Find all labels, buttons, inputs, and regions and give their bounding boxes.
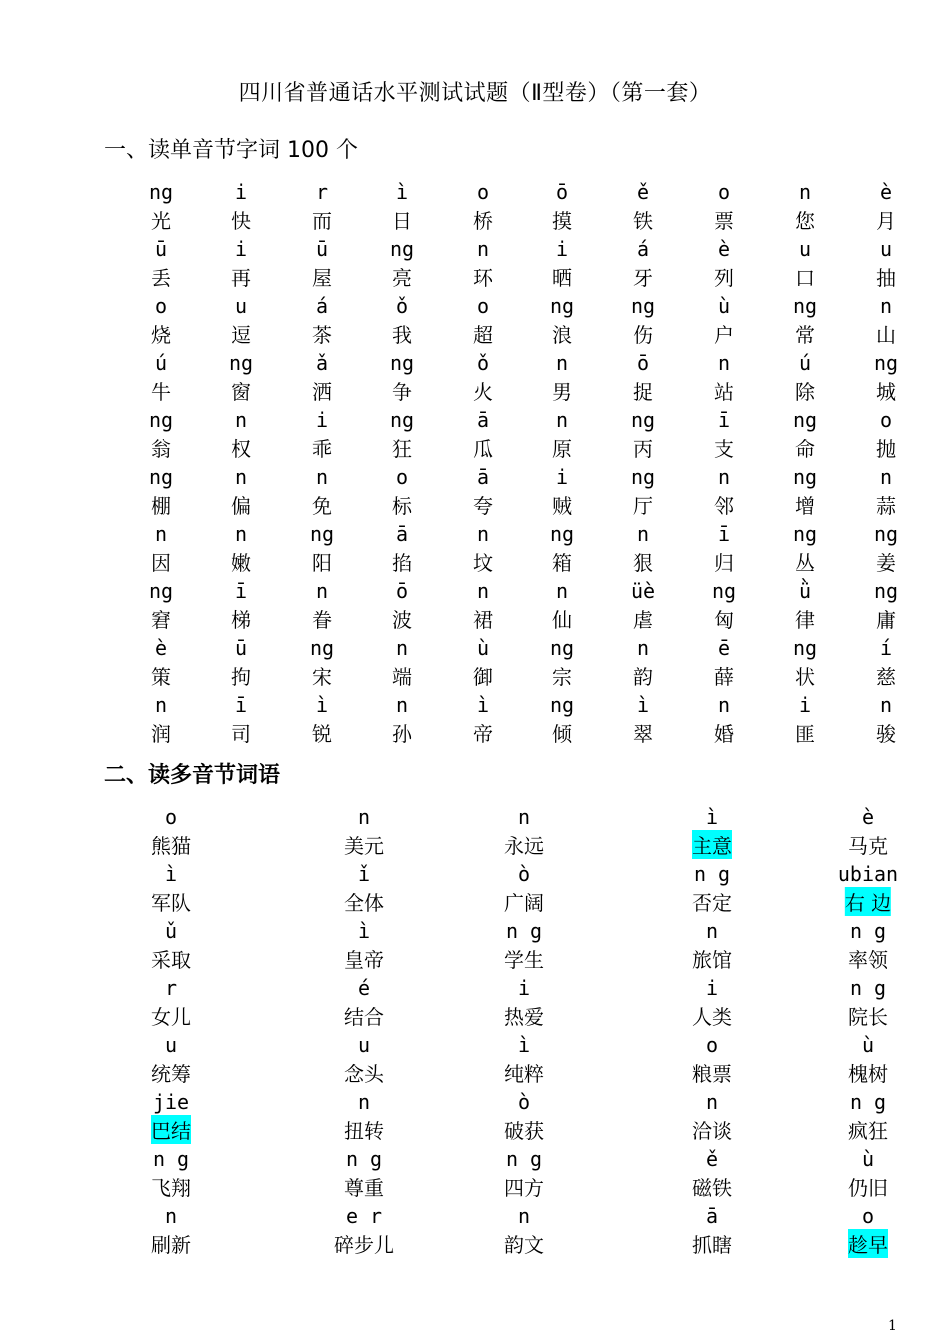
character: 夸	[473, 494, 493, 518]
word: 念头	[344, 1062, 384, 1086]
word: 抓瞎	[692, 1233, 732, 1257]
character: 嫩	[231, 551, 251, 575]
pinyin-label: ì	[395, 180, 409, 204]
word: 主意	[692, 830, 732, 859]
word: 率领	[848, 948, 888, 972]
pinyin-label: n	[555, 408, 569, 432]
pinyin-label: n	[717, 693, 731, 717]
pinyin-label: n g	[849, 1090, 887, 1114]
pinyin-label: ō	[395, 579, 409, 603]
pinyin-label: ì	[705, 805, 719, 829]
character: 站	[714, 380, 734, 404]
character: 厅	[633, 494, 653, 518]
pinyin-label: i	[315, 408, 329, 432]
pinyin-label: n	[395, 693, 409, 717]
word: 仍旧	[848, 1176, 888, 1200]
pinyin-label: ǒ	[476, 351, 490, 375]
pinyin-label: ng	[630, 408, 656, 432]
pinyin-label: ū	[154, 237, 168, 261]
character: 光	[151, 209, 171, 233]
word: 粮票	[692, 1062, 732, 1086]
word: 人类	[692, 1005, 732, 1029]
pinyin-label: n	[705, 1090, 719, 1114]
word: 纯粹	[504, 1062, 544, 1086]
character: 薛	[714, 665, 734, 689]
pinyin-label: ng	[711, 579, 737, 603]
pinyin-label: n	[395, 636, 409, 660]
word: 尊重	[344, 1176, 384, 1200]
character: 标	[392, 494, 412, 518]
character: 抛	[876, 437, 896, 461]
pinyin-label: n g	[152, 1147, 190, 1171]
pinyin-label: ng	[873, 522, 899, 546]
pinyin-label: o	[476, 180, 490, 204]
pinyin-label: è	[717, 237, 731, 261]
character: 月	[876, 209, 896, 233]
pinyin-label: ǔ	[164, 919, 178, 943]
word: 熊猫	[151, 834, 191, 858]
character: 慈	[876, 665, 896, 689]
pinyin-label: n g	[849, 919, 887, 943]
character: 茶	[312, 323, 332, 347]
character: 支	[714, 437, 734, 461]
pinyin-label: o	[476, 294, 490, 318]
pinyin-label: i	[517, 976, 531, 1000]
word: 巴结	[151, 1115, 191, 1144]
pinyin-label: o	[879, 408, 893, 432]
pinyin-label: o	[717, 180, 731, 204]
pinyin-label: ū	[315, 237, 329, 261]
character: 浪	[552, 323, 572, 347]
pinyin-label: n	[476, 237, 490, 261]
character: 乖	[312, 437, 332, 461]
pinyin-label: ī	[234, 579, 248, 603]
word: 学生	[504, 948, 544, 972]
character: 窗	[231, 380, 251, 404]
character: 环	[473, 266, 493, 290]
word: 刷新	[151, 1233, 191, 1257]
character: 润	[151, 722, 171, 746]
word: 韵文	[504, 1233, 544, 1257]
pinyin-label: é	[357, 976, 371, 1000]
pinyin-label: ī	[234, 693, 248, 717]
pinyin-label: ā	[476, 408, 490, 432]
character: 争	[392, 380, 412, 404]
pinyin-label: i	[798, 693, 812, 717]
pinyin-label: i	[234, 180, 248, 204]
pinyin-label: o	[154, 294, 168, 318]
pinyin-label: ō	[636, 351, 650, 375]
pinyin-label: i	[555, 237, 569, 261]
pinyin-label: üè	[630, 579, 656, 603]
character: 日	[392, 209, 412, 233]
pinyin-label: ng	[792, 465, 818, 489]
character: 帝	[473, 722, 493, 746]
character: 韵	[633, 665, 653, 689]
pinyin-label: ì	[164, 862, 178, 886]
character: 波	[392, 608, 412, 632]
pinyin-label: í	[879, 636, 893, 660]
word: 趁早	[848, 1229, 888, 1258]
character: 孙	[392, 722, 412, 746]
character: 逗	[231, 323, 251, 347]
character: 超	[473, 323, 493, 347]
character: 快	[231, 209, 251, 233]
character: 牙	[633, 266, 653, 290]
word: 洽谈	[692, 1119, 732, 1143]
character: 丛	[795, 551, 815, 575]
pinyin-label: n	[717, 465, 731, 489]
pinyin-label: ǜ	[798, 579, 812, 603]
pinyin-label: ng	[148, 408, 174, 432]
pinyin-label: e r	[345, 1204, 383, 1228]
word: 右 边	[845, 887, 891, 916]
word: 结合	[344, 1005, 384, 1029]
character: 匈	[714, 608, 734, 632]
pinyin-label: n	[315, 579, 329, 603]
pinyin-label: ū	[234, 636, 248, 660]
character: 锐	[312, 722, 332, 746]
pinyin-label: ng	[309, 522, 335, 546]
character: 增	[795, 494, 815, 518]
character: 拘	[231, 665, 251, 689]
pinyin-label: n	[879, 465, 893, 489]
pinyin-label: r	[315, 180, 329, 204]
character: 掐	[392, 551, 412, 575]
pinyin-label: i	[234, 237, 248, 261]
character: 坟	[473, 551, 493, 575]
section-heading-multisyllabic: 二、读多音节词语	[104, 763, 281, 788]
word: 院长	[848, 1005, 888, 1029]
character: 虐	[633, 608, 653, 632]
character: 摸	[552, 209, 572, 233]
pinyin-label: ò	[517, 862, 531, 886]
pinyin-label: n g	[849, 976, 887, 1000]
pinyin-label: ng	[148, 180, 174, 204]
character: 状	[795, 665, 815, 689]
pinyin-label: ng	[630, 294, 656, 318]
character: 蒜	[876, 494, 896, 518]
word: 磁铁	[692, 1176, 732, 1200]
word: 飞翔	[151, 1176, 191, 1200]
pinyin-label: ǒ	[395, 294, 409, 318]
pinyin-label: n g	[505, 919, 543, 943]
pinyin-label: ng	[148, 465, 174, 489]
pinyin-label: r	[164, 976, 178, 1000]
pinyin-label: ì	[636, 693, 650, 717]
pinyin-label: ě	[705, 1147, 719, 1171]
pinyin-label: n	[636, 636, 650, 660]
character: 狠	[633, 551, 653, 575]
pinyin-label: ù	[717, 294, 731, 318]
character: 偏	[231, 494, 251, 518]
pinyin-label: n	[517, 1204, 531, 1228]
character: 洒	[312, 380, 332, 404]
pinyin-label: n	[234, 408, 248, 432]
pinyin-label: n	[476, 579, 490, 603]
pinyin-label: n g	[505, 1147, 543, 1171]
character: 眷	[312, 608, 332, 632]
page-title: 四川省普通话水平测试试题（Ⅱ型卷）（第一套）	[238, 81, 712, 106]
pinyin-label: n	[234, 522, 248, 546]
pinyin-label: u	[879, 237, 893, 261]
character: 宗	[552, 665, 572, 689]
word: 全体	[344, 891, 384, 915]
pinyin-label: ng	[148, 579, 174, 603]
word: 碎步儿	[334, 1233, 394, 1257]
pinyin-label: ǐ	[357, 862, 371, 886]
pinyin-label: n	[476, 522, 490, 546]
character: 裙	[473, 608, 493, 632]
pinyin-label: ng	[228, 351, 254, 375]
pinyin-label: ng	[549, 693, 575, 717]
pinyin-label: á	[636, 237, 650, 261]
pinyin-label: ubian	[837, 862, 899, 886]
pinyin-label: ō	[555, 180, 569, 204]
pinyin-label: ng	[792, 408, 818, 432]
character: 烧	[151, 323, 171, 347]
character: 御	[473, 665, 493, 689]
pinyin-label: u	[164, 1033, 178, 1057]
pinyin-label: ú	[798, 351, 812, 375]
pinyin-label: n	[517, 805, 531, 829]
character: 票	[714, 209, 734, 233]
character: 骏	[876, 722, 896, 746]
pinyin-label: n	[154, 693, 168, 717]
character: 常	[795, 323, 815, 347]
word: 广阔	[504, 891, 544, 915]
character: 邻	[714, 494, 734, 518]
character: 城	[876, 380, 896, 404]
character: 婚	[714, 722, 734, 746]
pinyin-label: ng	[873, 351, 899, 375]
pinyin-label: u	[798, 237, 812, 261]
pinyin-label: ng	[792, 294, 818, 318]
character: 宋	[312, 665, 332, 689]
pinyin-label: ì	[476, 693, 490, 717]
character: 男	[552, 380, 572, 404]
pinyin-label: o	[164, 805, 178, 829]
word: 采取	[151, 948, 191, 972]
pinyin-label: è	[154, 636, 168, 660]
pinyin-label: n	[798, 180, 812, 204]
pinyin-label: ng	[792, 522, 818, 546]
pinyin-label: ng	[630, 465, 656, 489]
character: 而	[312, 209, 332, 233]
word: 扭转	[344, 1119, 384, 1143]
pinyin-label: á	[315, 294, 329, 318]
word: 统筹	[151, 1062, 191, 1086]
pinyin-label: ì	[315, 693, 329, 717]
pinyin-label: ě	[636, 180, 650, 204]
pinyin-label: i	[705, 976, 719, 1000]
character: 瓜	[473, 437, 493, 461]
pinyin-label: n g	[345, 1147, 383, 1171]
pinyin-label: ǎ	[315, 351, 329, 375]
word: 女儿	[151, 1005, 191, 1029]
pinyin-label: ī	[717, 408, 731, 432]
pinyin-label: n	[717, 351, 731, 375]
word: 热爱	[504, 1005, 544, 1029]
character: 再	[231, 266, 251, 290]
pinyin-label: ā	[395, 522, 409, 546]
word: 槐树	[848, 1062, 888, 1086]
character: 姜	[876, 551, 896, 575]
character: 列	[714, 266, 734, 290]
pinyin-label: n	[154, 522, 168, 546]
word: 军队	[151, 891, 191, 915]
character: 户	[714, 323, 734, 347]
pinyin-label: è	[861, 805, 875, 829]
word: 否定	[692, 891, 732, 915]
character: 命	[795, 437, 815, 461]
pinyin-label: o	[861, 1204, 875, 1228]
pinyin-label: n	[315, 465, 329, 489]
pinyin-label: o	[395, 465, 409, 489]
pinyin-label: u	[234, 294, 248, 318]
pinyin-label: ú	[154, 351, 168, 375]
word: 四方	[504, 1176, 544, 1200]
pinyin-label: ù	[476, 636, 490, 660]
character: 铁	[633, 209, 653, 233]
character: 屋	[312, 266, 332, 290]
pinyin-label: n	[555, 351, 569, 375]
character: 亮	[392, 266, 412, 290]
pinyin-label: n	[705, 919, 719, 943]
pinyin-label: n	[357, 1090, 371, 1114]
character: 您	[795, 209, 815, 233]
page-number: 1	[888, 1318, 897, 1334]
pinyin-label: n g	[693, 862, 731, 886]
character: 窘	[151, 608, 171, 632]
pinyin-label: o	[705, 1033, 719, 1057]
character: 桥	[473, 209, 493, 233]
character: 权	[231, 437, 251, 461]
pinyin-label: n	[879, 693, 893, 717]
pinyin-label: ē	[717, 636, 731, 660]
word: 疯狂	[848, 1119, 888, 1143]
character: 归	[714, 551, 734, 575]
word: 马克	[848, 834, 888, 858]
pinyin-label: ā	[705, 1204, 719, 1228]
character: 因	[151, 551, 171, 575]
pinyin-label: n	[879, 294, 893, 318]
character: 牛	[151, 380, 171, 404]
pinyin-label: n	[555, 579, 569, 603]
pinyin-label: n	[234, 465, 248, 489]
pinyin-label: jie	[152, 1090, 190, 1114]
character: 除	[795, 380, 815, 404]
pinyin-label: i	[555, 465, 569, 489]
pinyin-label: ng	[873, 579, 899, 603]
character: 策	[151, 665, 171, 689]
word: 永远	[504, 834, 544, 858]
character: 匪	[795, 722, 815, 746]
character: 棚	[151, 494, 171, 518]
character: 山	[876, 323, 896, 347]
pinyin-label: n	[636, 522, 650, 546]
character: 免	[312, 494, 332, 518]
pinyin-label: ù	[861, 1147, 875, 1171]
character: 庸	[876, 608, 896, 632]
character: 箱	[552, 551, 572, 575]
pinyin-label: u	[357, 1033, 371, 1057]
pinyin-label: ì	[517, 1033, 531, 1057]
pinyin-label: ī	[717, 522, 731, 546]
pinyin-label: ò	[517, 1090, 531, 1114]
character: 倾	[552, 722, 572, 746]
character: 捉	[633, 380, 653, 404]
character: 抽	[876, 266, 896, 290]
character: 端	[392, 665, 412, 689]
pinyin-label: ng	[389, 237, 415, 261]
pinyin-label: ng	[389, 351, 415, 375]
pinyin-label: ng	[549, 636, 575, 660]
pinyin-label: ng	[549, 294, 575, 318]
character: 口	[795, 266, 815, 290]
word: 美元	[344, 834, 384, 858]
word: 旅馆	[692, 948, 732, 972]
character: 原	[552, 437, 572, 461]
character: 晒	[552, 266, 572, 290]
pinyin-label: ì	[357, 919, 371, 943]
section-heading-monosyllabic: 一、读单音节字词 100 个	[104, 138, 358, 163]
character: 司	[231, 722, 251, 746]
character: 翠	[633, 722, 653, 746]
character: 丢	[151, 266, 171, 290]
pinyin-label: è	[879, 180, 893, 204]
character: 伤	[633, 323, 653, 347]
character: 阳	[312, 551, 332, 575]
pinyin-label: ng	[389, 408, 415, 432]
character: 火	[473, 380, 493, 404]
character: 律	[795, 608, 815, 632]
character: 仙	[552, 608, 572, 632]
pinyin-label: ā	[476, 465, 490, 489]
pinyin-label: n	[164, 1204, 178, 1228]
word: 皇帝	[344, 948, 384, 972]
character: 贼	[552, 494, 572, 518]
character: 梯	[231, 608, 251, 632]
character: 翁	[151, 437, 171, 461]
character: 我	[392, 323, 412, 347]
character: 狂	[392, 437, 412, 461]
pinyin-label: ng	[549, 522, 575, 546]
pinyin-label: ng	[792, 636, 818, 660]
pinyin-label: ng	[309, 636, 335, 660]
pinyin-label: ù	[861, 1033, 875, 1057]
character: 丙	[633, 437, 653, 461]
pinyin-label: n	[357, 805, 371, 829]
word: 破获	[504, 1119, 544, 1143]
